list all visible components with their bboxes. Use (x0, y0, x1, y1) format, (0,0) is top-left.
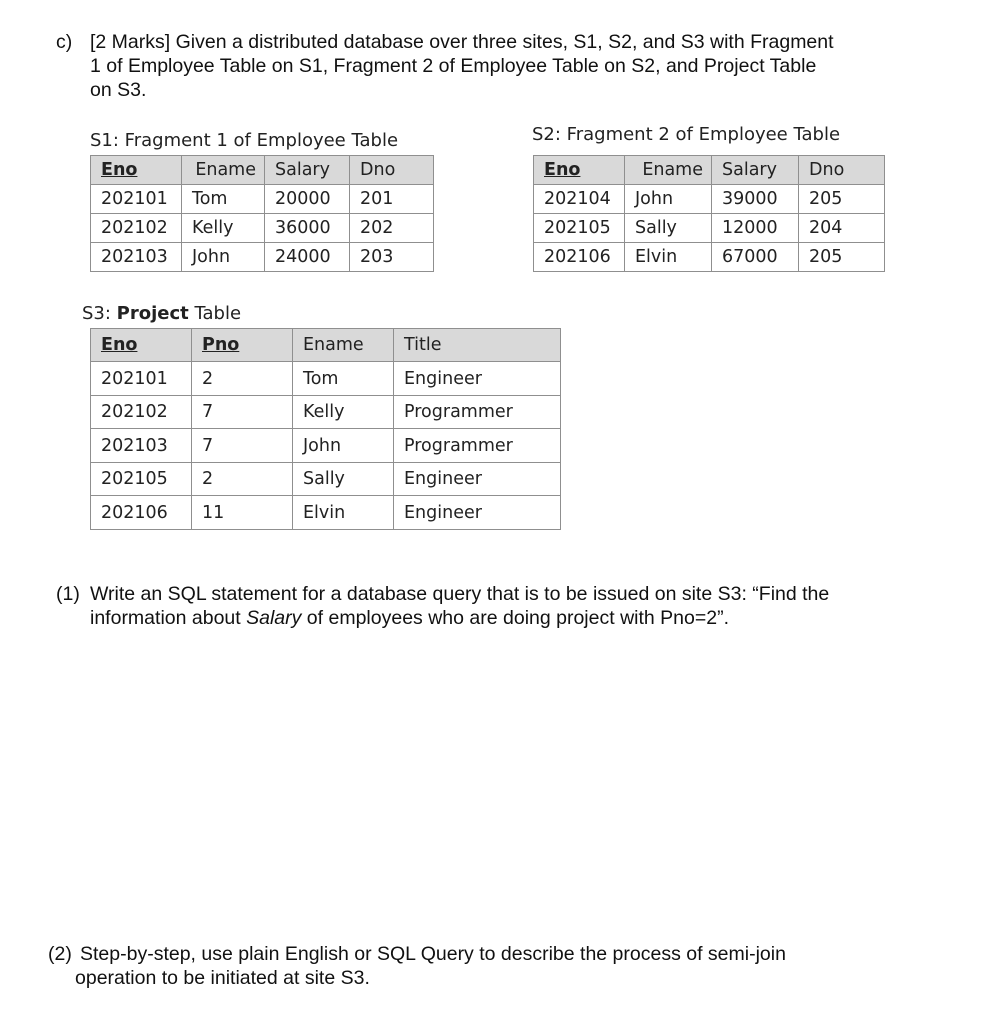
cell: 203 (350, 243, 434, 272)
question-1-line-1: Write an SQL statement for a database query that is to be issued on site S3: “Find the (90, 583, 830, 605)
s3-caption-bold: Project (116, 303, 189, 324)
cell: 202104 (534, 185, 625, 214)
cell: 202105 (91, 463, 192, 496)
s2-header-eno: Eno (534, 156, 625, 185)
cell: 205 (799, 243, 885, 272)
s3-caption-suffix: Table (188, 303, 242, 324)
cell: John (625, 185, 712, 214)
table-row (534, 214, 885, 243)
question-1-line-2 (90, 606, 729, 630)
cell: 202101 (91, 362, 192, 396)
s1-header-eno: Eno (91, 156, 182, 185)
question-1-line-2-start: information about (90, 607, 247, 629)
question-c (56, 30, 896, 104)
s3-header-pno: Pno (192, 329, 293, 362)
table-row (91, 214, 434, 243)
cell: 24000 (265, 243, 350, 272)
cell: Elvin (293, 496, 394, 530)
cell: 202106 (91, 496, 192, 530)
table-row (534, 243, 885, 272)
cell: 202 (350, 214, 434, 243)
cell: Tom (182, 185, 265, 214)
table-row (91, 463, 561, 496)
cell: 202103 (91, 243, 182, 272)
table-row (534, 185, 885, 214)
cell: Sally (625, 214, 712, 243)
s2-header-salary: Salary (712, 156, 799, 185)
s3-caption (82, 303, 241, 324)
question-c-line-3: on S3. (90, 79, 147, 101)
question-2-line-1: Step-by-step, use plain English or SQL Query to describe the process of semi-join (80, 943, 786, 965)
cell: Elvin (625, 243, 712, 272)
cell: 2 (192, 362, 293, 396)
table-row (91, 362, 561, 396)
s3-header-eno: Eno (91, 329, 192, 362)
cell: 204 (799, 214, 885, 243)
cell: Sally (293, 463, 394, 496)
s2-header-dno: Dno (799, 156, 885, 185)
cell: Programmer (394, 429, 561, 463)
table-row (91, 496, 561, 530)
s2-employee-table (533, 155, 885, 272)
cell: 36000 (265, 214, 350, 243)
question-2 (48, 942, 898, 992)
question-2-label: (2) (48, 943, 72, 965)
cell: John (293, 429, 394, 463)
question-2-line-2: operation to be initiated at site S3. (75, 967, 370, 989)
cell: 202105 (534, 214, 625, 243)
table-row (91, 429, 561, 463)
cell: 202106 (534, 243, 625, 272)
question-1-label: (1) (56, 583, 80, 605)
cell: 201 (350, 185, 434, 214)
s2-caption: S2: Fragment 2 of Employee Table (532, 124, 841, 145)
cell: Engineer (394, 463, 561, 496)
s2-header-ename: Ename (625, 156, 712, 185)
cell: Kelly (293, 396, 394, 429)
cell: 202101 (91, 185, 182, 214)
s3-project-table (90, 328, 561, 530)
cell: 202102 (91, 214, 182, 243)
cell: 67000 (712, 243, 799, 272)
table-row (91, 396, 561, 429)
cell: 202103 (91, 429, 192, 463)
cell: Tom (293, 362, 394, 396)
s1-header-salary: Salary (265, 156, 350, 185)
cell: John (182, 243, 265, 272)
question-c-line-1: [2 Marks] Given a distributed database over three sites, S1, S2, and S3 with Fragment (90, 31, 834, 53)
question-1-line-2-end: of employees who are doing project with Pno=2”. (301, 607, 730, 629)
s1-header-dno: Dno (350, 156, 434, 185)
cell: 11 (192, 496, 293, 530)
table-row (91, 243, 434, 272)
cell: Engineer (394, 496, 561, 530)
cell: 39000 (712, 185, 799, 214)
cell: Engineer (394, 362, 561, 396)
s3-caption-prefix: S3: (82, 303, 117, 324)
cell: Kelly (182, 214, 265, 243)
s3-header-title: Title (394, 329, 561, 362)
s1-caption: S1: Fragment 1 of Employee Table (90, 130, 399, 151)
cell: 202102 (91, 396, 192, 429)
cell: 7 (192, 429, 293, 463)
s1-employee-table (90, 155, 434, 272)
s3-header-ename: Ename (293, 329, 394, 362)
question-1 (56, 582, 896, 632)
cell: 20000 (265, 185, 350, 214)
s1-header-ename: Ename (182, 156, 265, 185)
cell: Programmer (394, 396, 561, 429)
question-1-salary-italic: Salary (246, 607, 302, 629)
cell: 12000 (712, 214, 799, 243)
cell: 7 (192, 396, 293, 429)
cell: 2 (192, 463, 293, 496)
question-c-line-2: 1 of Employee Table on S1, Fragment 2 of Employee Table on S2, and Project Table (90, 55, 817, 77)
cell: 205 (799, 185, 885, 214)
question-c-label: c) (56, 31, 73, 53)
table-row (91, 185, 434, 214)
